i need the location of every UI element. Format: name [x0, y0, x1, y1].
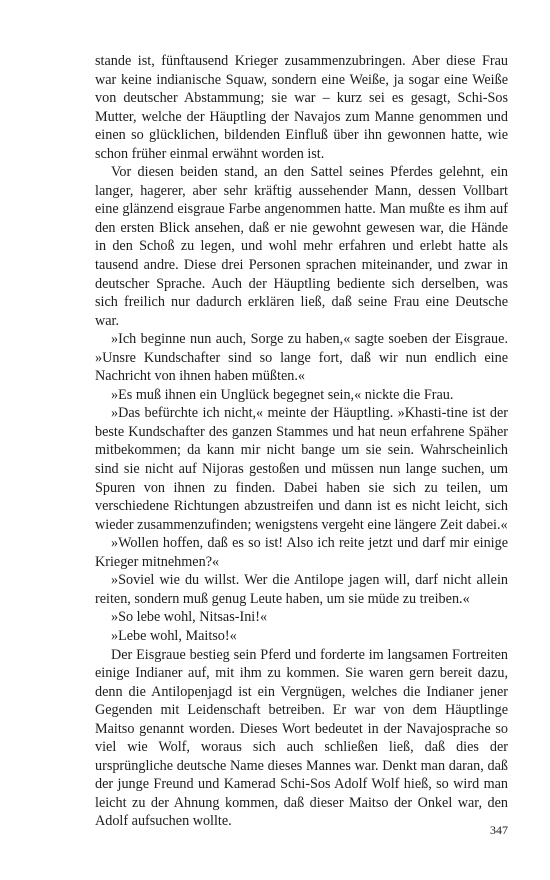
paragraph: »Es muß ihnen ein Unglück begegnet sein,« nickte die Frau.	[111, 386, 454, 403]
paragraph: »So lebe wohl, Nitsas-Ini!«	[111, 609, 268, 626]
paragraph: »Ich beginne nun auch, Sorge zu haben,« sagte soeben der Eisgraue. »Unsre Kundschafter sind so lange fort, daß wir nun endlich eine Nachricht von ihnen haben müßten.«	[95, 331, 508, 385]
paragraph: »Lebe wohl, Maitso!«	[111, 627, 237, 644]
paragraph: »Soviel wie du willst. Wer die Antilope jagen will, darf nicht allein reiten, sondern muß genug Leute haben, um sie müde zu treiben.«	[95, 572, 508, 607]
paragraph: »Das befürchte ich nicht,« meinte der Häuptling. »Khasti-tine ist der beste Kundschafter des ganzen Stammes und hat neun erfahrene Späher mitbekommen; da kann mir nicht bange um sie sein. Wahrscheinlich sind sie nicht auf Nijoras gestoßen und müssen nun lange suchen, um Spuren von ihnen zu finden. Dabei haben sie sich zu teilen, um verschiedene Richtungen abzustreifen und dann ist es nicht leicht, sich wieder zusammenzufinden; wenigstens vergeht eine längere Zeit dabei.«	[95, 405, 508, 533]
page-number: 347	[490, 823, 508, 837]
paragraph: stande ist, fünftausend Krieger zusammenzubringen. Aber diese Frau war keine indianische Squaw, sondern eine Weiße, ja sogar eine Weiße von deutscher Abstammung; sie war – kurz sei es gesagt, Schi-Sos Mutter, welche der Häuptling der Navajos zum Manne genommen und einen so glücklichen, bildenden Einfluß über ihn gewonnen hatte, wie schon früher einmal erwähnt worden ist.	[95, 53, 508, 162]
paragraph: »Wollen hoffen, daß es so ist! Also ich reite jetzt und darf mir einige Krieger mitnehmen?«	[95, 535, 508, 570]
body-text	[95, 52, 508, 831]
paragraph: Vor diesen beiden stand, an den Sattel seines Pferdes gelehnt, ein langer, hagerer, aber sehr kräftig aussehender Mann, dessen Vollbart eine glänzend eisgraue Farbe angenommen hatte. Man mußte es ihm auf den ersten Blick ansehen, daß er nie gewohnt gewesen war, die Hände in den Schoß zu legen, und wohl mehr erfahren und erlebt hatte als tausend andre. Diese drei Personen sprachen miteinander, und zwar in deutscher Sprache. Auch der Häuptling bediente sich derselben, was sich freilich nur dadurch erklären ließ, daß seine Frau eine Deutsche war.	[95, 164, 508, 329]
paragraph: Der Eisgraue bestieg sein Pferd und forderte im langsamen Fortreiten einige Indianer auf, mit ihm zu kommen. Sie waren gern bereit dazu, denn die Antilopenjagd ist ein Vergnügen, welches die Indianer jener Gegenden mit Leidenschaft betreiben. Er war von dem Häuptlinge Maitso genannt worden. Dieses Wort bedeutet in der Navajosprache so viel wie Wolf, woraus sich auch schließen ließ, daß dies der ursprüngliche deutsche Name dieses Mannes war. Denkt man daran, daß der junge Freund und Kamerad Schi-Sos Adolf Wolf hieß, so wird man leicht zu der Ahnung kommen, daß dieser Maitso der Onkel war, den Adolf aufsuchen wollte.	[95, 646, 508, 830]
